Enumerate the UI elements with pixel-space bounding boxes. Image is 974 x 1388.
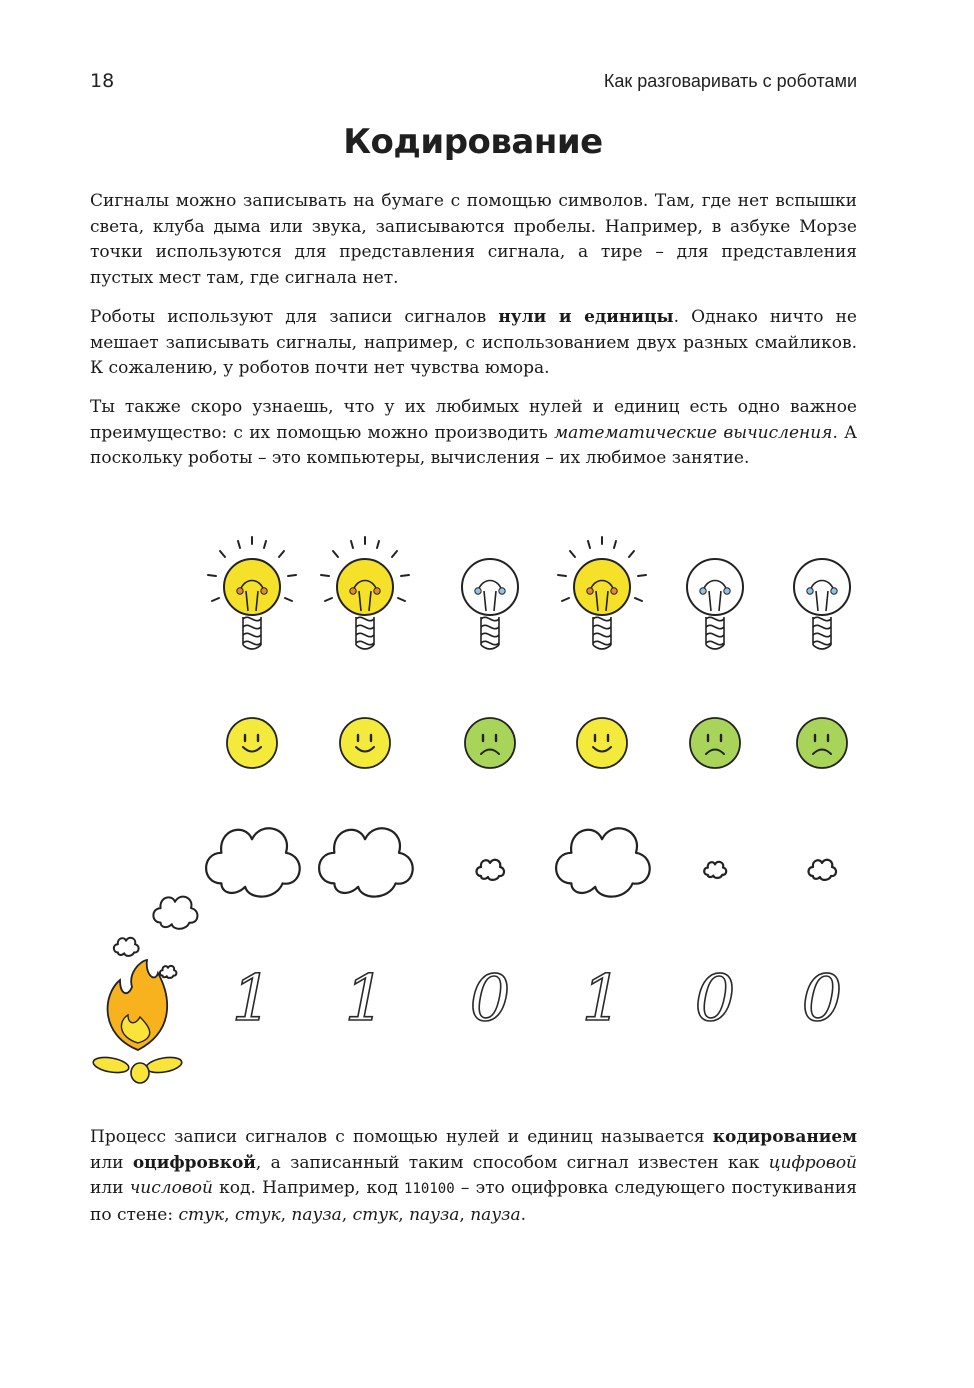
smoke-puff xyxy=(153,897,197,929)
running-title: Как разговаривать с роботами xyxy=(603,71,857,91)
happy-smiley-icon xyxy=(577,718,627,768)
paragraph-2: Роботы используют для записи сигналов нули и единицы. Однако ничто не мешает записывать сигналы, например, с использованием двух разных смайликов. К сожалению, у роботов почти нет чувства юмора. xyxy=(90,307,857,379)
code-digit: 0 xyxy=(801,962,843,1036)
code-digit: 1 xyxy=(344,962,386,1036)
smoke-cloud-row xyxy=(114,828,836,978)
smoke-puff-small xyxy=(809,860,837,880)
bulb-row xyxy=(208,537,850,649)
happy-smiley-icon xyxy=(340,718,390,768)
digit-row xyxy=(232,962,843,1036)
paragraph-4: Процесс записи сигналов с помощью нулей и единиц называется кодированием или оцифровкой, а записанный таким способом сигнал известен как цифровой или числовой код. Например, код 110100 – это оцифровка следующего постукивания по стене: стук, стук, пауза, стук, пауза, пауза. xyxy=(90,1127,857,1225)
paragraph-3: Ты также скоро узнаешь, что у их любимых нулей и единиц есть одно важное преимущество: с их помощью можно производить математические вычисления. А поскольку роботы – это компьютеры, вычисления – их любимое занятие. xyxy=(90,397,857,469)
code-digit: 1 xyxy=(581,962,623,1036)
light-bulb-on-icon xyxy=(558,537,646,649)
light-bulb-on-icon xyxy=(208,537,296,649)
happy-smiley-icon xyxy=(227,718,277,768)
smoke-puff-small xyxy=(477,860,505,880)
smoke-cloud-large xyxy=(556,828,650,896)
smoke-cloud-large xyxy=(206,828,300,896)
page-number: 18 xyxy=(90,70,115,92)
page-title: Кодирование xyxy=(343,122,603,162)
light-bulb-off-icon xyxy=(794,559,850,649)
light-bulb-off-icon xyxy=(687,559,743,649)
light-bulb-off-icon xyxy=(462,559,518,649)
light-bulb-on-icon xyxy=(321,537,409,649)
sad-smiley-icon xyxy=(465,718,515,768)
code-digit: 0 xyxy=(469,962,511,1036)
smoke-puff xyxy=(114,938,139,956)
signal-illustration xyxy=(0,525,974,1095)
sad-smiley-icon xyxy=(797,718,847,768)
paragraph-1: Сигналы можно записывать на бумаге с помощью символов. Там, где нет вспышки света, клуба дыма или звука, записываются пробелы. Например, в азбуке Морзе точки используются для представления сигнала, а тире – для представления пустых мест там, где сигнала нет. xyxy=(90,191,857,288)
smoke-puff-small xyxy=(704,862,726,878)
code-digit: 1 xyxy=(231,962,273,1036)
smoke-cloud-large xyxy=(319,828,413,896)
smiley-row xyxy=(227,718,847,768)
code-digit: 0 xyxy=(694,962,736,1036)
sad-smiley-icon xyxy=(690,718,740,768)
smoke-puff xyxy=(160,966,177,978)
